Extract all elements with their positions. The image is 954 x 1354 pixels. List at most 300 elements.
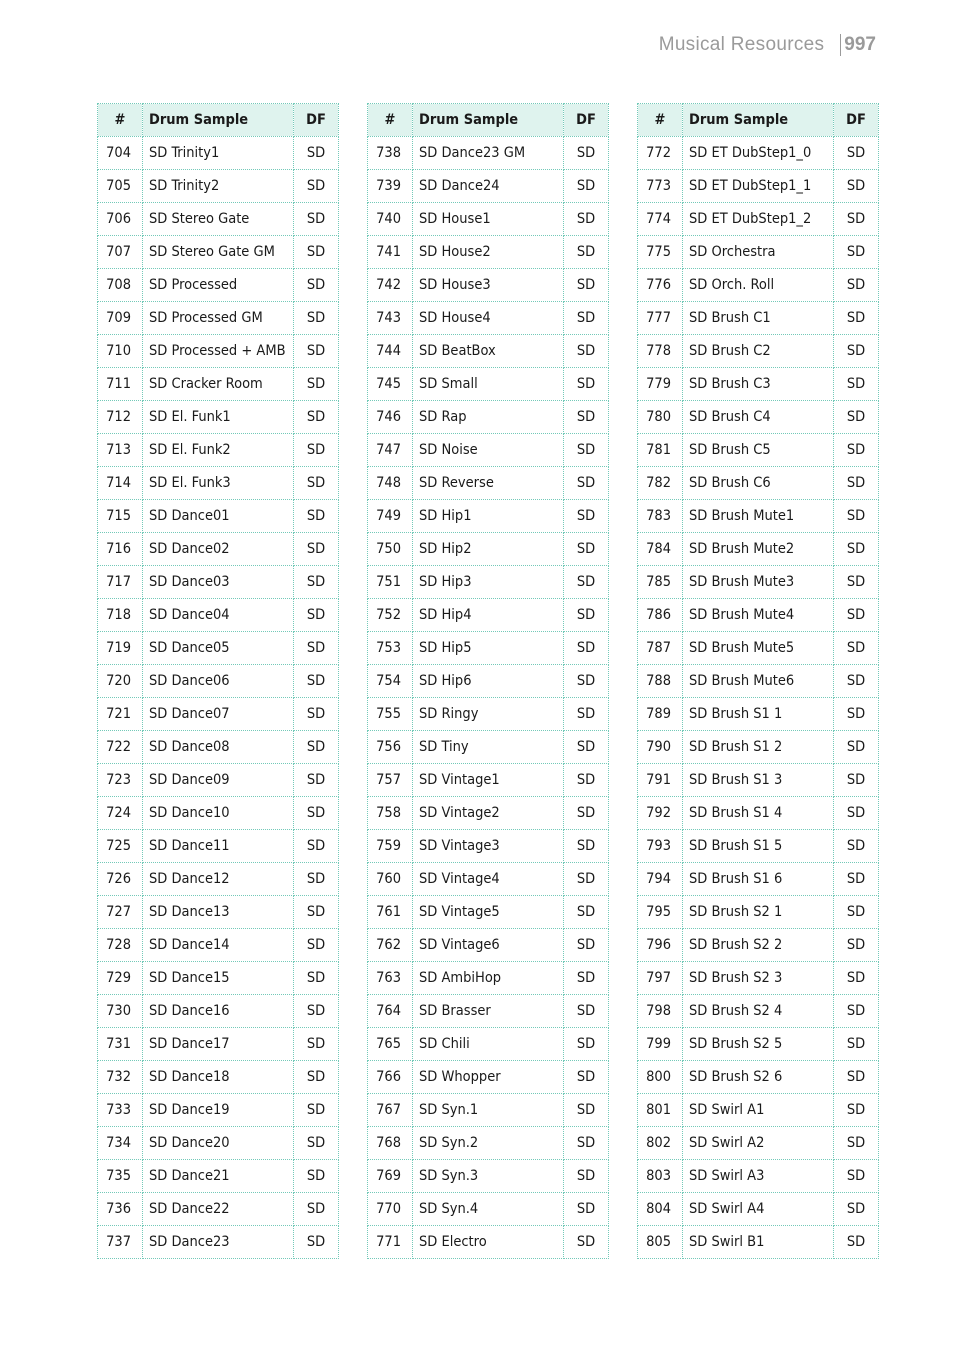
table-row <box>98 1094 339 1127</box>
sample-name: SD House1 <box>413 203 564 236</box>
sample-name: SD Dance09 <box>143 764 294 797</box>
sample-df: SD <box>834 1061 879 1094</box>
sample-number: 766 <box>368 1061 413 1094</box>
sample-name: SD Hip5 <box>413 632 564 665</box>
table-row <box>638 764 879 797</box>
sample-name: SD Brush Mute5 <box>683 632 834 665</box>
sample-name: SD Dance07 <box>143 698 294 731</box>
sample-df: SD <box>834 236 879 269</box>
table-row <box>98 731 339 764</box>
table-row <box>368 1127 609 1160</box>
table-row <box>98 797 339 830</box>
sample-number: 769 <box>368 1160 413 1193</box>
sample-df: SD <box>564 1160 609 1193</box>
sample-df: SD <box>294 500 339 533</box>
sample-df: SD <box>834 962 879 995</box>
sample-name: SD Processed <box>143 269 294 302</box>
table-row <box>98 401 339 434</box>
sample-name: SD Dance12 <box>143 863 294 896</box>
sample-name: SD Rap <box>413 401 564 434</box>
sample-number: 765 <box>368 1028 413 1061</box>
table-row <box>368 1061 609 1094</box>
sample-number: 736 <box>98 1193 143 1226</box>
sample-number: 761 <box>368 896 413 929</box>
sample-name: SD Dance23 <box>143 1226 294 1259</box>
sample-number: 778 <box>638 335 683 368</box>
sample-number: 743 <box>368 302 413 335</box>
sample-number: 755 <box>368 698 413 731</box>
sample-number: 748 <box>368 467 413 500</box>
sample-number: 726 <box>98 863 143 896</box>
column-header-number: # <box>368 104 413 137</box>
sample-df: SD <box>294 236 339 269</box>
sample-number: 708 <box>98 269 143 302</box>
sample-df: SD <box>294 1127 339 1160</box>
sample-number: 719 <box>98 632 143 665</box>
sample-df: SD <box>834 1226 879 1259</box>
table-row <box>638 467 879 500</box>
sample-number: 750 <box>368 533 413 566</box>
sample-df: SD <box>564 566 609 599</box>
table-row <box>98 665 339 698</box>
sample-number: 783 <box>638 500 683 533</box>
table-row <box>98 764 339 797</box>
sample-df: SD <box>294 1193 339 1226</box>
sample-df: SD <box>564 236 609 269</box>
sample-number: 741 <box>368 236 413 269</box>
sample-df: SD <box>294 434 339 467</box>
sample-number: 805 <box>638 1226 683 1259</box>
column-header-df: DF <box>564 104 609 137</box>
column-header-number: # <box>98 104 143 137</box>
table-row <box>638 995 879 1028</box>
sample-name: SD Dance18 <box>143 1061 294 1094</box>
sample-number: 714 <box>98 467 143 500</box>
sample-number: 803 <box>638 1160 683 1193</box>
table-row <box>98 863 339 896</box>
sample-name: SD Dance11 <box>143 830 294 863</box>
sample-name: SD Dance21 <box>143 1160 294 1193</box>
sample-df: SD <box>294 698 339 731</box>
sample-df: SD <box>294 995 339 1028</box>
sample-name: SD Brush S1 5 <box>683 830 834 863</box>
sample-df: SD <box>834 467 879 500</box>
table-row <box>638 566 879 599</box>
sample-df: SD <box>294 830 339 863</box>
table-row <box>368 1160 609 1193</box>
sample-number: 752 <box>368 599 413 632</box>
sample-number: 728 <box>98 929 143 962</box>
table-row <box>368 863 609 896</box>
sample-df: SD <box>564 962 609 995</box>
sample-name: SD Chili <box>413 1028 564 1061</box>
table-row <box>368 830 609 863</box>
table-row <box>368 731 609 764</box>
sample-name: SD Dance24 <box>413 170 564 203</box>
sample-df: SD <box>834 269 879 302</box>
sample-name: SD Hip6 <box>413 665 564 698</box>
sample-df: SD <box>294 335 339 368</box>
sample-name: SD Brush S1 6 <box>683 863 834 896</box>
sample-df: SD <box>294 797 339 830</box>
sample-df: SD <box>834 863 879 896</box>
sample-name: SD Dance05 <box>143 632 294 665</box>
table-header-row <box>638 104 879 137</box>
sample-name: SD House2 <box>413 236 564 269</box>
table-row <box>638 962 879 995</box>
table-row <box>638 269 879 302</box>
sample-name: SD Dance17 <box>143 1028 294 1061</box>
sample-name: SD Vintage5 <box>413 896 564 929</box>
sample-df: SD <box>834 632 879 665</box>
sample-name: SD Hip3 <box>413 566 564 599</box>
sample-df: SD <box>294 863 339 896</box>
table-row <box>638 170 879 203</box>
sample-df: SD <box>834 995 879 1028</box>
sample-df: SD <box>294 566 339 599</box>
sample-number: 784 <box>638 533 683 566</box>
sample-number: 795 <box>638 896 683 929</box>
sample-number: 740 <box>368 203 413 236</box>
sample-df: SD <box>564 401 609 434</box>
sample-number: 791 <box>638 764 683 797</box>
sample-name: SD Brasser <box>413 995 564 1028</box>
sample-name: SD Dance10 <box>143 797 294 830</box>
table-row <box>368 665 609 698</box>
sample-name: SD Dance14 <box>143 929 294 962</box>
sample-df: SD <box>834 1028 879 1061</box>
sample-df: SD <box>834 830 879 863</box>
sample-number: 725 <box>98 830 143 863</box>
sample-name: SD AmbiHop <box>413 962 564 995</box>
table-row <box>368 137 609 170</box>
sample-name: SD Brush S2 5 <box>683 1028 834 1061</box>
table-row <box>98 170 339 203</box>
table-row <box>368 533 609 566</box>
sample-number: 751 <box>368 566 413 599</box>
sample-number: 742 <box>368 269 413 302</box>
sample-number: 739 <box>368 170 413 203</box>
column-header-number: # <box>638 104 683 137</box>
sample-name: SD House3 <box>413 269 564 302</box>
sample-number: 767 <box>368 1094 413 1127</box>
sample-df: SD <box>834 698 879 731</box>
sample-number: 754 <box>368 665 413 698</box>
sample-name: SD Brush C3 <box>683 368 834 401</box>
sample-number: 760 <box>368 863 413 896</box>
sample-df: SD <box>564 1127 609 1160</box>
sample-df: SD <box>564 434 609 467</box>
sample-number: 735 <box>98 1160 143 1193</box>
table-row <box>368 566 609 599</box>
table-row <box>638 896 879 929</box>
sample-number: 705 <box>98 170 143 203</box>
sample-number: 715 <box>98 500 143 533</box>
sample-number: 704 <box>98 137 143 170</box>
sample-df: SD <box>294 137 339 170</box>
sample-df: SD <box>294 929 339 962</box>
table-row <box>98 1226 339 1259</box>
sample-number: 782 <box>638 467 683 500</box>
sample-df: SD <box>564 170 609 203</box>
table-row <box>638 863 879 896</box>
sample-df: SD <box>294 401 339 434</box>
sample-name: SD ET DubStep1_1 <box>683 170 834 203</box>
sample-name: SD Dance08 <box>143 731 294 764</box>
sample-name: SD Brush S1 2 <box>683 731 834 764</box>
sample-name: SD Dance13 <box>143 896 294 929</box>
table-row <box>638 1127 879 1160</box>
sample-name: SD Trinity1 <box>143 137 294 170</box>
sample-df: SD <box>564 632 609 665</box>
sample-number: 707 <box>98 236 143 269</box>
sample-name: SD Vintage3 <box>413 830 564 863</box>
sample-name: SD ET DubStep1_2 <box>683 203 834 236</box>
drum-sample-tables <box>97 103 879 1259</box>
sample-name: SD Cracker Room <box>143 368 294 401</box>
table-row <box>638 1061 879 1094</box>
table-row <box>98 467 339 500</box>
table-row <box>98 269 339 302</box>
sample-number: 789 <box>638 698 683 731</box>
table-header-row <box>368 104 609 137</box>
table-row <box>368 434 609 467</box>
sample-name: SD Brush S1 3 <box>683 764 834 797</box>
sample-number: 771 <box>368 1226 413 1259</box>
sample-df: SD <box>564 1193 609 1226</box>
column-header-drum-sample: Drum Sample <box>683 104 834 137</box>
section-title: Musical Resources <box>658 34 825 55</box>
page-number: 997 <box>844 34 876 55</box>
sample-number: 780 <box>638 401 683 434</box>
table-row <box>638 137 879 170</box>
sample-name: SD Stereo Gate <box>143 203 294 236</box>
sample-df: SD <box>294 1028 339 1061</box>
header-divider <box>840 34 841 56</box>
column-header-drum-sample: Drum Sample <box>143 104 294 137</box>
sample-number: 723 <box>98 764 143 797</box>
sample-df: SD <box>834 203 879 236</box>
table-row <box>98 929 339 962</box>
sample-name: SD Ringy <box>413 698 564 731</box>
sample-df: SD <box>564 533 609 566</box>
sample-df: SD <box>294 467 339 500</box>
sample-df: SD <box>834 335 879 368</box>
sample-number: 802 <box>638 1127 683 1160</box>
sample-name: SD Dance15 <box>143 962 294 995</box>
table-row <box>98 962 339 995</box>
sample-name: SD Swirl A1 <box>683 1094 834 1127</box>
table-row <box>368 170 609 203</box>
sample-number: 747 <box>368 434 413 467</box>
table-row <box>368 269 609 302</box>
sample-df: SD <box>564 302 609 335</box>
table-row <box>98 566 339 599</box>
table-row <box>638 632 879 665</box>
drum-table-2 <box>367 103 609 1259</box>
sample-number: 779 <box>638 368 683 401</box>
sample-number: 731 <box>98 1028 143 1061</box>
table-row <box>98 500 339 533</box>
sample-df: SD <box>294 599 339 632</box>
sample-df: SD <box>294 1160 339 1193</box>
sample-number: 763 <box>368 962 413 995</box>
sample-name: SD Syn.1 <box>413 1094 564 1127</box>
sample-df: SD <box>294 170 339 203</box>
sample-name: SD Brush S2 1 <box>683 896 834 929</box>
table-row <box>368 500 609 533</box>
sample-name: SD Processed GM <box>143 302 294 335</box>
sample-number: 712 <box>98 401 143 434</box>
sample-number: 775 <box>638 236 683 269</box>
sample-name: SD Brush C5 <box>683 434 834 467</box>
table-row <box>368 764 609 797</box>
table-row <box>638 1028 879 1061</box>
table-row <box>368 698 609 731</box>
sample-number: 792 <box>638 797 683 830</box>
table-row <box>368 929 609 962</box>
table-row <box>368 1226 609 1259</box>
table-row <box>368 599 609 632</box>
table-row <box>368 632 609 665</box>
sample-number: 744 <box>368 335 413 368</box>
sample-df: SD <box>834 1127 879 1160</box>
sample-df: SD <box>294 665 339 698</box>
table-row <box>638 203 879 236</box>
table-row <box>98 368 339 401</box>
sample-df: SD <box>564 1028 609 1061</box>
sample-number: 768 <box>368 1127 413 1160</box>
sample-name: SD Vintage6 <box>413 929 564 962</box>
sample-df: SD <box>294 1226 339 1259</box>
sample-number: 732 <box>98 1061 143 1094</box>
sample-name: SD Vintage4 <box>413 863 564 896</box>
sample-df: SD <box>294 896 339 929</box>
table-row <box>98 1193 339 1226</box>
sample-df: SD <box>564 467 609 500</box>
sample-number: 711 <box>98 368 143 401</box>
table-row <box>638 500 879 533</box>
sample-name: SD ET DubStep1_0 <box>683 137 834 170</box>
sample-df: SD <box>834 896 879 929</box>
sample-name: SD Syn.2 <box>413 1127 564 1160</box>
sample-df: SD <box>834 500 879 533</box>
sample-name: SD Brush C6 <box>683 467 834 500</box>
table-row <box>638 698 879 731</box>
sample-df: SD <box>564 335 609 368</box>
table-row <box>368 962 609 995</box>
sample-df: SD <box>294 962 339 995</box>
table-row <box>98 896 339 929</box>
sample-df: SD <box>294 1094 339 1127</box>
sample-df: SD <box>834 302 879 335</box>
table-row <box>98 995 339 1028</box>
sample-df: SD <box>294 1061 339 1094</box>
column-header-df: DF <box>294 104 339 137</box>
table-row <box>368 1028 609 1061</box>
sample-df: SD <box>564 995 609 1028</box>
sample-df: SD <box>564 137 609 170</box>
sample-df: SD <box>564 896 609 929</box>
sample-df: SD <box>834 731 879 764</box>
sample-df: SD <box>834 368 879 401</box>
sample-name: SD Orchestra <box>683 236 834 269</box>
page-header <box>659 32 876 58</box>
sample-df: SD <box>564 665 609 698</box>
sample-name: SD Dance19 <box>143 1094 294 1127</box>
sample-number: 788 <box>638 665 683 698</box>
sample-df: SD <box>834 764 879 797</box>
table-row <box>638 830 879 863</box>
sample-name: SD Brush C4 <box>683 401 834 434</box>
sample-name: SD Tiny <box>413 731 564 764</box>
sample-name: SD Syn.3 <box>413 1160 564 1193</box>
sample-df: SD <box>294 533 339 566</box>
sample-number: 797 <box>638 962 683 995</box>
table-row <box>98 1028 339 1061</box>
table-row <box>368 401 609 434</box>
sample-name: SD House4 <box>413 302 564 335</box>
sample-df: SD <box>294 731 339 764</box>
sample-name: SD Electro <box>413 1226 564 1259</box>
sample-number: 796 <box>638 929 683 962</box>
sample-df: SD <box>834 929 879 962</box>
sample-df: SD <box>294 203 339 236</box>
sample-number: 749 <box>368 500 413 533</box>
sample-number: 727 <box>98 896 143 929</box>
table-row <box>638 731 879 764</box>
sample-number: 738 <box>368 137 413 170</box>
sample-df: SD <box>834 1160 879 1193</box>
sample-number: 804 <box>638 1193 683 1226</box>
sample-name: SD Brush S2 6 <box>683 1061 834 1094</box>
sample-number: 786 <box>638 599 683 632</box>
table-row <box>368 896 609 929</box>
sample-name: SD Stereo Gate GM <box>143 236 294 269</box>
sample-df: SD <box>564 1061 609 1094</box>
sample-df: SD <box>294 368 339 401</box>
sample-number: 764 <box>368 995 413 1028</box>
sample-number: 722 <box>98 731 143 764</box>
table-row <box>638 797 879 830</box>
sample-name: SD Vintage2 <box>413 797 564 830</box>
sample-name: SD El. Funk3 <box>143 467 294 500</box>
sample-name: SD Reverse <box>413 467 564 500</box>
table-row <box>98 698 339 731</box>
table-row <box>638 1160 879 1193</box>
table-row <box>98 1061 339 1094</box>
sample-name: SD Brush C2 <box>683 335 834 368</box>
sample-df: SD <box>564 203 609 236</box>
table-row <box>638 434 879 467</box>
sample-name: SD Brush C1 <box>683 302 834 335</box>
sample-number: 759 <box>368 830 413 863</box>
table-row <box>638 401 879 434</box>
sample-name: SD Brush S1 4 <box>683 797 834 830</box>
table-row <box>98 1127 339 1160</box>
sample-name: SD Swirl A3 <box>683 1160 834 1193</box>
sample-name: SD Dance22 <box>143 1193 294 1226</box>
sample-number: 729 <box>98 962 143 995</box>
table-row <box>98 236 339 269</box>
sample-number: 790 <box>638 731 683 764</box>
sample-name: SD Orch. Roll <box>683 269 834 302</box>
sample-df: SD <box>294 764 339 797</box>
sample-df: SD <box>834 665 879 698</box>
table-row <box>98 434 339 467</box>
sample-name: SD Noise <box>413 434 564 467</box>
sample-name: SD Hip1 <box>413 500 564 533</box>
